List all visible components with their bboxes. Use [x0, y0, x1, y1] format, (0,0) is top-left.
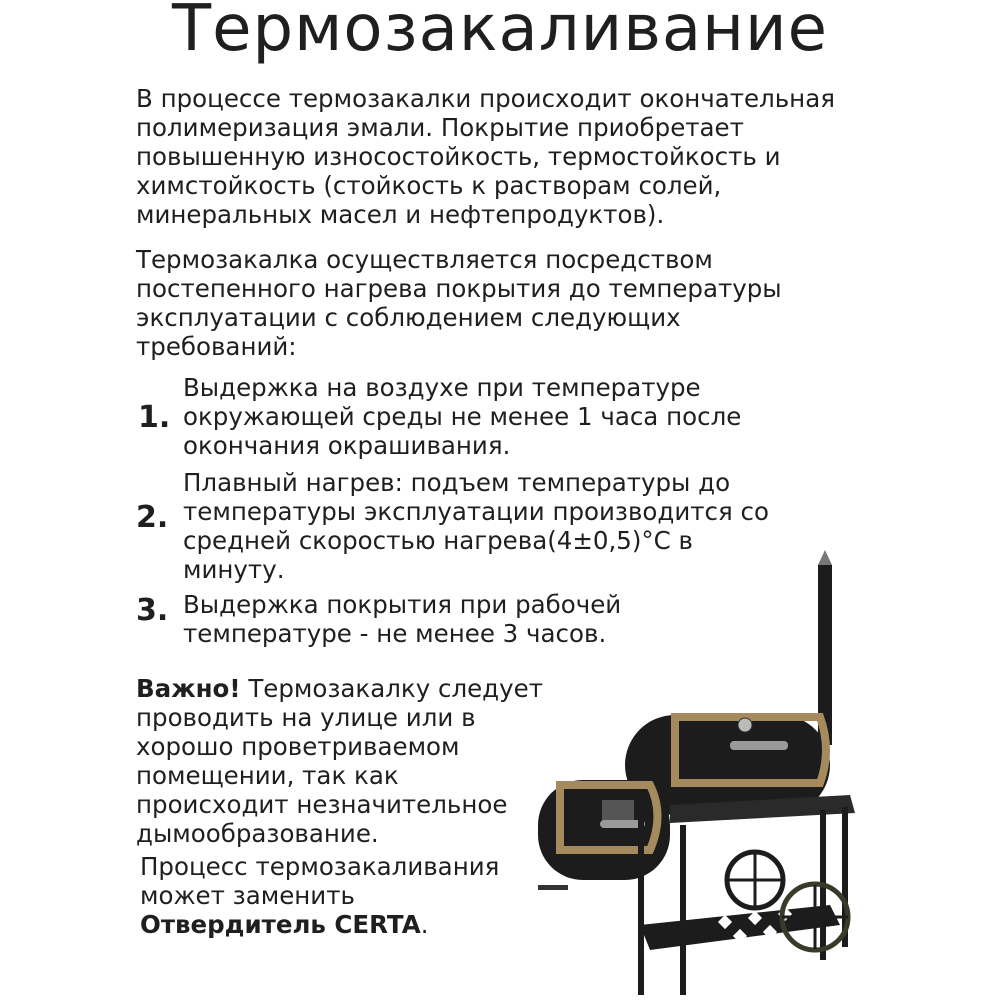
step-line: минуту.	[183, 555, 285, 584]
method-line: постепенного нагрева покрытия до температуры	[136, 274, 782, 303]
product-name: Отвердитель CERTA	[140, 910, 421, 939]
intro-line: повышенную износостойкость, термостойкость и	[136, 142, 781, 171]
step-line: Выдержка покрытия при рабочей	[183, 590, 622, 619]
method-line: требований:	[136, 332, 297, 361]
warning-line: дымообразование.	[136, 819, 379, 848]
warning-line: происходит незначительное	[136, 790, 508, 819]
intro-line: химстойкость (стойкость к растворам солей,	[136, 171, 722, 200]
step-line: окончания окрашивания.	[183, 431, 511, 460]
warning-line: проводить на улице или в	[136, 703, 476, 732]
step-1-text	[183, 373, 803, 460]
method-line: Термозакалка осуществляется посредством	[136, 245, 713, 274]
step-2-number: 2.	[136, 500, 169, 535]
step-line: Плавный нагрев: подъем температуры до	[183, 468, 731, 497]
intro-paragraph	[136, 84, 896, 229]
intro-line: В процессе термозакалки происходит окончательная	[136, 84, 835, 113]
step-line: средней скоростью нагрева(4±0,5)°С в	[183, 526, 693, 555]
step-line: температуры эксплуатации производится со	[183, 497, 769, 526]
replace-paragraph	[140, 852, 540, 939]
warning-label: Важно!	[136, 674, 241, 703]
warning-line: помещении, так как	[136, 761, 399, 790]
warning-line: Термозакалку следует	[240, 674, 543, 703]
grill-smoker-image	[520, 545, 860, 1000]
intro-line: минеральных масел и нефтепродуктов).	[136, 200, 665, 229]
method-line: эксплуатации с соблюдением следующих	[136, 303, 681, 332]
step-line: температуре - не менее 3 часов.	[183, 619, 607, 648]
step-3-number: 3.	[136, 593, 169, 628]
step-line: окружающей среды не менее 1 часа после	[183, 402, 742, 431]
step-line: Выдержка на воздухе при температуре	[183, 373, 701, 402]
step-1-number: 1.	[138, 400, 171, 435]
replace-end: .	[420, 910, 429, 939]
replace-line: может заменить	[140, 881, 355, 910]
warning-paragraph	[136, 674, 566, 848]
method-paragraph	[136, 245, 856, 361]
page-title: Термозакаливание	[172, 0, 828, 66]
warning-line: хорошо проветриваемом	[136, 732, 460, 761]
replace-line: Процесс термозакаливания	[140, 852, 500, 881]
intro-line: полимеризация эмали. Покрытие приобретает	[136, 113, 744, 142]
